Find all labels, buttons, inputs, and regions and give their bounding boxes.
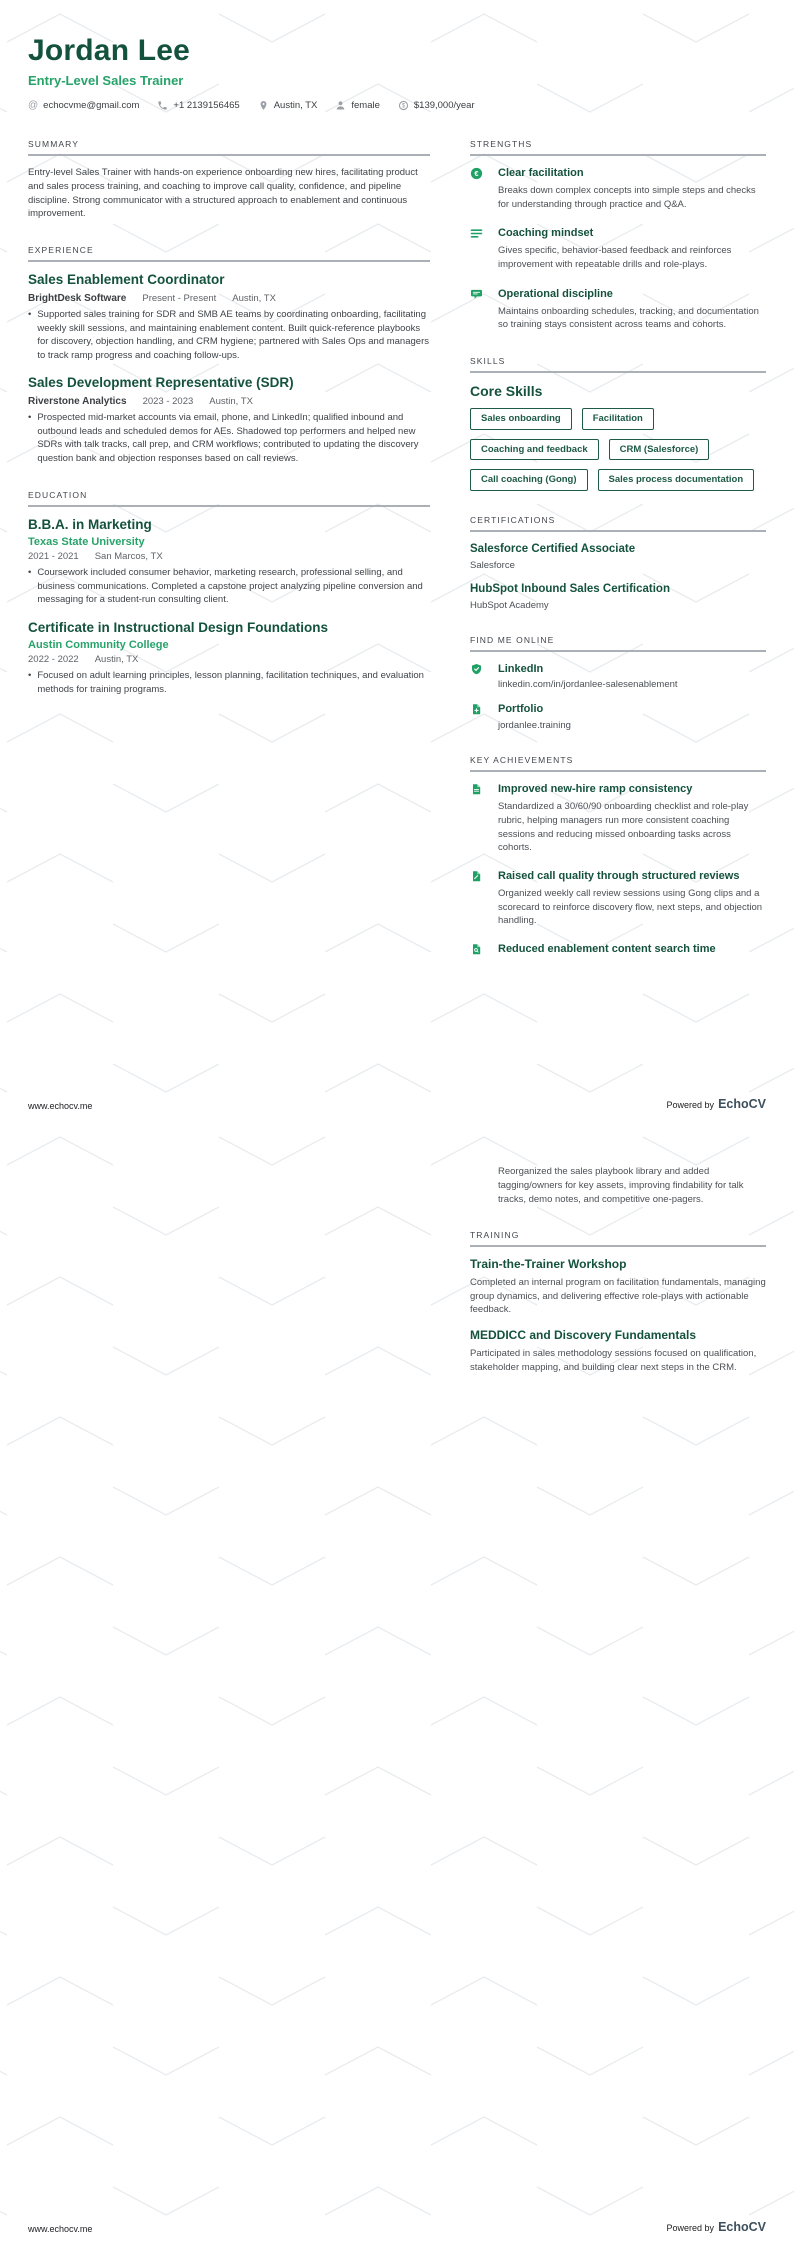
education-meta [28,551,430,562]
job-meta [28,396,430,407]
strength-title: Clear facilitation [498,167,584,179]
experience-entry [28,272,430,363]
linkedin-url[interactable]: linkedin.com/in/jordanlee-salesenablement [498,679,678,691]
svg-text:$: $ [401,103,406,110]
contact-row [28,100,766,111]
skill-chip: Call coaching (Gong) [470,469,588,491]
online-profile-item [470,662,766,691]
contact-salary [398,100,475,111]
summary-section-label: SUMMARY [28,139,430,156]
online-profile-item [470,702,766,731]
job-bullet-text: • Supported sales training for SDR and SMB AE teams by coordinating onboarding, facilitating weekly skill sessions, and maintaining enablement content. Built quick-reference playbooks for discovery, objection handling, and CRM hygiene; partnered with Sales Ops and managers to track ramp progress and coaching follow-ups. [37,308,429,362]
certification-issuer: Salesforce [470,559,515,571]
certifications-section-label: CERTIFICATIONS [470,515,766,532]
coaching-lines-icon [470,227,483,240]
email-icon: @ [28,99,39,111]
achievement-title: Improved new-hire ramp consistency [498,783,693,796]
contact-email [28,100,139,111]
achievement-item [470,782,766,855]
candidate-name: Jordan Lee [28,34,191,67]
strength-description: Breaks down complex concepts into simple steps and checks for understanding through practice and Q&A. [498,184,756,210]
powered-by-text: Powered by [666,2223,715,2233]
document-plus-icon [470,703,483,716]
certification-entry [470,542,766,571]
svg-text:€: € [474,169,479,179]
degree-title: B.B.A. in Marketing [28,516,152,532]
contact-gender [335,100,380,111]
shield-check-icon [470,663,483,676]
training-title: Train-the-Trainer Workshop [470,1257,627,1272]
school-name: Austin Community College [28,638,169,651]
page-footer [28,2220,766,2234]
achievement-description-continued: Reorganized the sales playbook library and added tagging/owners for key assets, improving findability for talk tracks, demo notes, and competitive one-pagers. [498,1166,744,1205]
right-column-continued [470,1157,766,1374]
powered-by [667,1097,766,1111]
strength-item [470,226,766,271]
training-section [470,1230,766,1374]
skill-chip: Facilitation [582,408,654,430]
job-dates: Present - Present [142,292,217,304]
skills-section [470,356,766,491]
speech-bubble-icon [470,288,483,301]
education-entry [28,620,430,696]
candidate-job-title: Entry-Level Sales Trainer [28,73,184,88]
education-bullet [28,566,430,607]
footer-site-url: www.echocv.me [28,1101,93,1111]
achievement-description: Organized weekly call review sessions using Gong clips and a scorecard to reinforce discovery flow, next steps, and objection handling. [498,887,763,927]
echocv-brand: EchoCV [718,2220,766,2234]
person-icon [335,100,346,111]
skill-chip: CRM (Salesforce) [609,439,710,461]
online-profile-title: LinkedIn [498,662,544,675]
document-search-icon [470,943,483,956]
document-list-icon [470,783,483,796]
contact-gender-text: female [351,100,380,111]
degree-title: Certificate in Instructional Design Foundations [28,620,329,636]
education-section-label: EDUCATION [28,490,430,507]
achievement-title: Raised call quality through structured reviews [498,870,740,883]
achievement-title: Reduced enablement content search time [498,943,716,956]
job-dates: 2023 - 2023 [142,395,194,407]
strengths-section-label: STRENGTHS [470,139,766,156]
job-bullet [28,308,430,363]
contact-phone-text: +1 2139156465 [173,100,240,111]
contact-phone [157,100,239,111]
contact-salary-text: $139,000/year [413,100,475,111]
achievement-item [470,869,766,928]
education-bullet [28,669,430,697]
skill-chip: Sales process documentation [598,469,755,491]
experience-entry [28,375,430,466]
training-description: Participated in sales methodology sessions focused on qualification, stakeholder mapping, and building clear next steps in the CRM. [470,1347,757,1373]
document-pencil-icon [470,870,483,883]
school-name: Texas State University [28,535,145,548]
education-entry [28,517,430,607]
online-profile-title: Portfolio [498,703,544,716]
job-title: Sales Development Representative (SDR) [28,375,294,390]
strengths-section [470,139,766,332]
right-column [470,139,766,981]
training-section-label: TRAINING [470,1230,766,1247]
education-location: Austin, TX [94,653,139,665]
resume-page-2 [0,1123,794,2246]
page-footer [28,1097,766,1111]
strength-title: Operational discipline [498,287,613,300]
certification-title: Salesforce Certified Associate [470,542,636,555]
summary-text: Entry-level Sales Trainer with hands-on experience onboarding new hires, facilitating product and sales process training, and coaching to improve call quality, confidence, and pipeline discipline. Strong communicator with a structured approach to enablement and continuous improvement. [28,167,418,220]
key-achievements-section [470,755,766,957]
education-bullet-text: • Focused on adult learning principles, lesson planning, facilitation techniques, and evaluation methods for training programs. [37,669,424,695]
facilitation-icon [470,167,483,180]
education-location: San Marcos, TX [94,550,163,562]
company-name: Riverstone Analytics [28,395,127,407]
education-bullet-text: • Coursework included consumer behavior, marketing research, professional selling, and business communications. Completed a capstone project analyzing pipeline conversion and messaging for a student-run consulting client. [37,566,423,606]
training-entry [470,1328,766,1374]
skill-chip: Sales onboarding [470,408,572,430]
strength-description: Gives specific, behavior-based feedback and reinforces improvement with repeatable drills and role-plays. [498,245,732,270]
job-bullet-text: • Prospected mid-market accounts via email, phone, and LinkedIn; qualified inbound and outbound leads and scheduled demos for AEs. Shadowed top performers and helped new SDRs with talk tracks, call prep, and CRM workflows; contributed to updating the discovery question bank and objection responses based on call reviews. [37,411,419,465]
left-column [28,139,430,981]
job-location: Austin, TX [232,292,276,304]
education-section [28,490,430,697]
key-achievements-section-label: KEY ACHIEVEMENTS [470,755,766,772]
skills-section-label: SKILLS [470,356,766,373]
powered-by-text: Powered by [666,1100,715,1110]
location-icon [258,100,269,111]
certifications-section [470,515,766,611]
education-dates: 2021 - 2021 [28,550,79,562]
strength-item [470,166,766,211]
education-meta [28,654,430,665]
job-bullet [28,411,430,466]
powered-by [667,2220,766,2234]
training-title: MEDDICC and Discovery Fundamentals [470,1328,697,1343]
certification-issuer: HubSpot Academy [470,599,549,611]
education-dates: 2022 - 2022 [28,653,79,665]
experience-section-label: EXPERIENCE [28,245,430,262]
experience-section [28,245,430,466]
contact-location-text: Austin, TX [273,100,318,111]
portfolio-url[interactable]: jordanlee.training [498,720,571,732]
strength-item [470,287,766,332]
training-entry [470,1257,766,1317]
training-description: Completed an internal program on facilitation fundamentals, managing group dynamics, and delivering effective role-plays with actionable feedback. [470,1276,766,1316]
find-me-online-section-label: FIND ME ONLINE [470,635,766,652]
strength-title: Coaching mindset [498,227,594,240]
achievement-item [470,942,766,957]
job-location: Austin, TX [209,395,253,407]
echocv-brand: EchoCV [718,1097,766,1111]
job-title: Sales Enablement Coordinator [28,272,225,288]
footer-site-url: www.echocv.me [28,2224,93,2234]
certification-entry [470,582,766,611]
summary-section [28,139,430,221]
job-meta [28,293,430,304]
skills-chip-list [470,408,766,491]
skill-chip: Coaching and feedback [470,439,599,461]
contact-email-text: echocvme@gmail.com [43,100,140,111]
phone-icon [157,100,168,111]
contact-location [258,100,318,111]
certification-title: HubSpot Inbound Sales Certification [470,582,670,595]
company-name: BrightDesk Software [28,292,127,304]
achievement-description: Standardized a 30/60/90 onboarding checklist and role-play rubric, helping managers run more consistent coaching sessions and reducing missed onboarding tasks across cohorts. [498,801,749,854]
salary-icon [398,100,409,111]
strength-description: Maintains onboarding schedules, tracking, and documentation so training stays consistent across teams and cohorts. [498,305,759,331]
find-me-online-section [470,635,766,732]
skills-group-title: Core Skills [470,383,543,400]
